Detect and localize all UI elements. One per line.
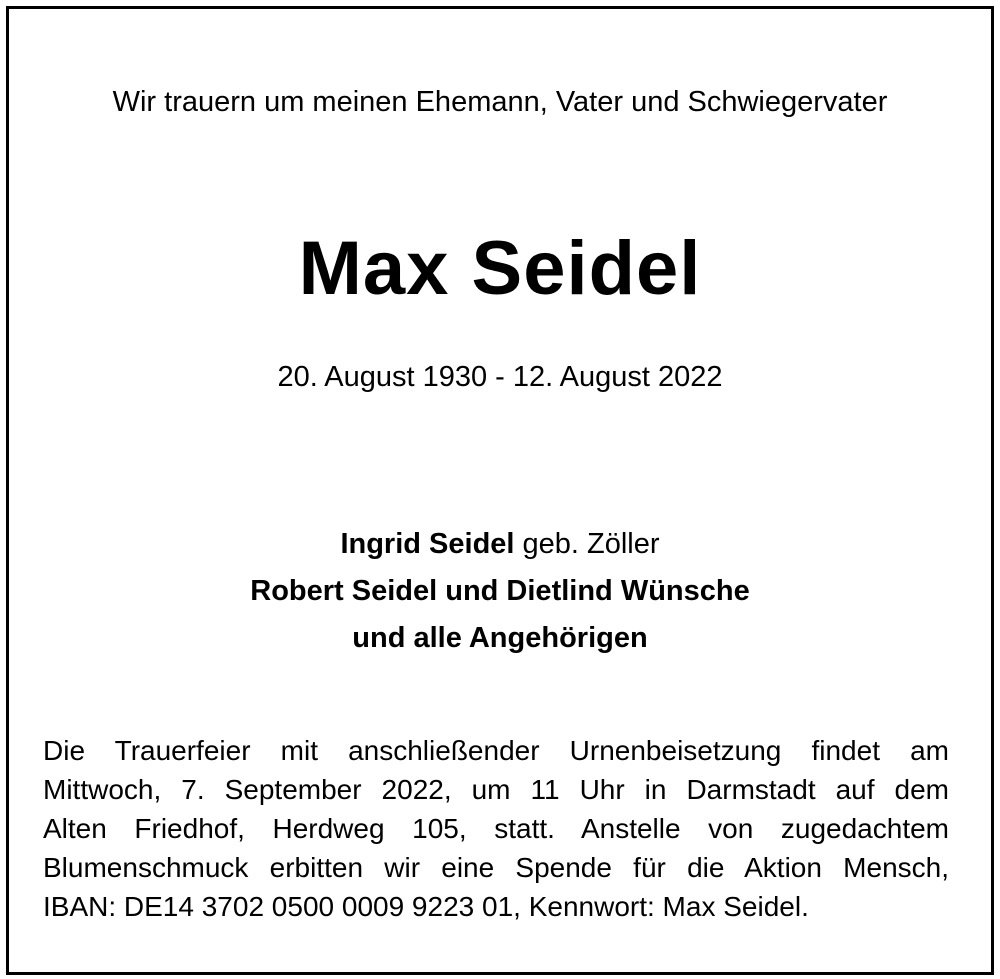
deceased-name: Max Seidel bbox=[298, 226, 702, 311]
mourner-spouse-maiden-name: geb. Zöller bbox=[514, 528, 660, 560]
life-dates: 20. August 1930 - 12. August 2022 bbox=[277, 361, 723, 393]
intro-text: Wir trauern um meinen Ehemann, Vater und Schwiegervater bbox=[112, 86, 888, 118]
mourner-line-children: Robert Seidel und Dietlind Wünsche bbox=[250, 575, 750, 607]
service-line: Mittwoch, 7. September 2022, um 11 Uhr in Darmstadt auf dem bbox=[43, 774, 949, 805]
mourners-block bbox=[9, 521, 991, 662]
obituary-frame bbox=[6, 6, 994, 975]
service-line: Alten Friedhof, Herdweg 105, statt. Anstelle von zugedachtem bbox=[43, 813, 949, 844]
service-line: IBAN: DE14 3702 0500 0009 9223 01, Kennwort: Max Seidel. bbox=[43, 891, 809, 922]
mourner-line-spouse bbox=[9, 521, 991, 568]
mourner-line-relatives: und alle Angehörigen bbox=[352, 622, 648, 654]
service-line: Blumenschmuck erbitten wir eine Spende für die Aktion Mensch, bbox=[43, 852, 949, 883]
service-line: Die Trauerfeier mit anschließender Urnenbeisetzung findet am bbox=[43, 735, 949, 766]
service-details bbox=[43, 731, 949, 926]
mourner-spouse-name: Ingrid Seidel bbox=[340, 528, 515, 560]
